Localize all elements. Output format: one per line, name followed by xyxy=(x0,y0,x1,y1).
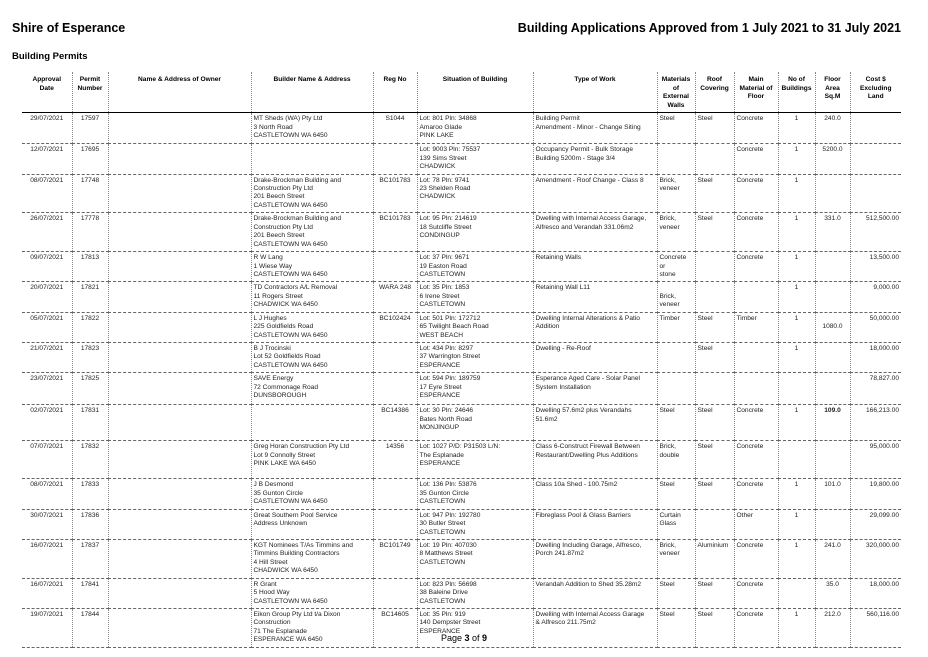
cell-no-buildings xyxy=(778,578,815,608)
cell-owner xyxy=(108,373,251,405)
cell-no-buildings: 1 xyxy=(778,282,815,312)
cell-main-material-floor: Concrete xyxy=(734,252,778,282)
cell-no-buildings: 1 xyxy=(778,509,815,539)
cell-permit-number: 17833 xyxy=(72,479,108,509)
cell-approval-date: 30/07/2021 xyxy=(30,511,64,519)
col-reg-no: Reg No xyxy=(373,72,417,113)
cell-builder: R W Lang 1 Wiese Way CASTLETOWN WA 6450 xyxy=(251,252,373,282)
col-no-buildings: No of Buildings xyxy=(778,72,815,113)
cell-reg-no: WARA 248 xyxy=(373,282,417,312)
cell-builder xyxy=(251,144,373,174)
cell-permit-number: 17836 xyxy=(72,509,108,539)
cell-builder: J B Desmond 35 Gunton Circle CASTLETOWN WA 6450 xyxy=(251,479,373,509)
cell-situation: Lot: 823 Pln: 56698 38 Baleine Drive CASTLETOWN xyxy=(417,578,533,608)
cell-reg-no: BC14386 xyxy=(373,405,417,441)
cell-materials: Brick, veneer xyxy=(657,282,695,312)
cell-type-of-work: Verandah Addition to Shed 35.28m2 xyxy=(533,578,657,608)
cell-approval-date: 09/07/2021 xyxy=(30,254,64,262)
cell-reg-no xyxy=(373,252,417,282)
cell-floor-area xyxy=(815,509,850,539)
col-roof: Roof Covering xyxy=(695,72,734,113)
table-row xyxy=(22,282,901,312)
cell-cost: 78,827.00 xyxy=(850,373,901,405)
table-row xyxy=(22,252,901,282)
cell-situation: Lot: 801 Pln: 34868 Amaroo Glade PINK LAKE xyxy=(417,113,533,144)
cell-approval-date: 05/07/2021 xyxy=(30,314,64,322)
cell-type-of-work: Class 10a Shed - 100.75m2 xyxy=(533,479,657,509)
cell-floor-area: 331.0 xyxy=(815,213,850,252)
cell-reg-no: BC101749 xyxy=(373,539,417,578)
cell-roof: Steel xyxy=(695,609,734,648)
cell-cost: 29,099.00 xyxy=(850,509,901,539)
cell-approval-date: 20/07/2021 xyxy=(30,284,64,292)
col-floor-area: Floor Area Sq.M xyxy=(815,72,850,113)
cell-no-buildings xyxy=(778,373,815,405)
cell-situation: Lot: 35 Pln: 1853 6 Irene Street CASTLETOWN xyxy=(417,282,533,312)
cell-owner xyxy=(108,174,251,213)
cell-owner xyxy=(108,479,251,509)
cell-cost: 320,000.00 xyxy=(850,539,901,578)
table-row xyxy=(22,343,901,373)
cell-situation: Lot: 501 Pln: 172712 65 Twilight Beach Road WEST BEACH xyxy=(417,312,533,342)
cell-builder: Greg Horan Construction Pty Ltd Lot 9 Connolly Street PINK LAKE WA 6450 xyxy=(251,441,373,479)
cell-permit-number: 17825 xyxy=(72,373,108,405)
cell-no-buildings: 1 xyxy=(778,174,815,213)
cell-materials: Concrete or stone xyxy=(657,252,695,282)
cell-approval-date: 21/07/2021 xyxy=(30,345,64,352)
cell-roof xyxy=(695,252,734,282)
cell-reg-no xyxy=(373,343,417,373)
page-indicator xyxy=(0,633,928,643)
cell-no-buildings: 1 xyxy=(778,213,815,252)
cell-roof: Steel xyxy=(695,441,734,479)
cell-owner xyxy=(108,144,251,174)
cell-roof: Steel xyxy=(695,174,734,213)
cell-floor-area: 109.0 xyxy=(815,405,850,441)
cell-roof xyxy=(695,373,734,405)
cell-owner xyxy=(108,282,251,312)
cell-type-of-work: Dwelling Including Garage, Alfresco, Porch 241.87m2 xyxy=(533,539,657,578)
cell-owner xyxy=(108,252,251,282)
cell-situation: Lot: 1027 P/D: P31503 L/N: The Esplanade ESPERANCE xyxy=(417,441,533,479)
cell-owner xyxy=(108,312,251,342)
cell-floor-area: 241.0 xyxy=(815,539,850,578)
cell-type-of-work: Dwelling Internal Alterations & Patio Addition xyxy=(533,312,657,342)
table-row xyxy=(22,479,901,509)
cell-owner xyxy=(108,343,251,373)
cell-permit-number: 17597 xyxy=(72,113,108,144)
cell-floor-area: 212.0 xyxy=(815,609,850,648)
cell-cost: 18,000.00 xyxy=(850,578,901,608)
cell-situation: Lot: 30 Pln: 24646 Bates North Road MONJINGUP xyxy=(417,405,533,441)
cell-situation: Lot: 594 Pln: 189759 17 Eyre Street ESPERANCE xyxy=(417,373,533,405)
cell-owner xyxy=(108,405,251,441)
cell-floor-area: 101.0 xyxy=(815,479,850,509)
cell-floor-area xyxy=(815,252,850,282)
cell-materials: Steel xyxy=(657,609,695,648)
cell-roof xyxy=(695,509,734,539)
cell-type-of-work: Retaining Wall L11 xyxy=(533,282,657,312)
cell-builder xyxy=(251,405,373,441)
cell-situation: Lot: 35 Pln: 919 140 Dempster Street ESPERANCE xyxy=(417,609,533,648)
cell-floor-area xyxy=(815,343,850,373)
cell-permit-number: 17831 xyxy=(72,405,108,441)
col-cost: Cost $ Excluding Land xyxy=(850,72,901,113)
table-row xyxy=(22,578,901,608)
cell-type-of-work: Dwelling with Internal Access Garage, Alfresco and Verandah 331.06m2 xyxy=(533,213,657,252)
cell-type-of-work: Fibreglass Pool & Glass Barriers xyxy=(533,509,657,539)
cell-builder: R Grant 5 Hood Way CASTLETOWN WA 6450 xyxy=(251,578,373,608)
cell-situation: Lot: 37 Pln: 9671 19 Easton Road CASTLETOWN xyxy=(417,252,533,282)
cell-materials xyxy=(657,144,695,174)
cell-builder: Drake-Brockman Building and Construction Pty Ltd 201 Beech Street CASTLETOWN WA 6450 xyxy=(251,213,373,252)
cell-no-buildings: 1 xyxy=(778,405,815,441)
cell-approval-date: 19/07/2021 xyxy=(30,611,64,618)
cell-builder: Eikon Group Pty Ltd t/a Dixon Construction 71 The Esplanade ESPERANCE WA 6450 xyxy=(251,609,373,648)
cell-permit-number: 17822 xyxy=(72,312,108,342)
cell-reg-no: S1044 xyxy=(373,113,417,144)
cell-builder: B J Trocinski Lot 52 Goldfields Road CASTLETOWN WA 6450 xyxy=(251,343,373,373)
cell-permit-number: 17695 xyxy=(72,144,108,174)
table-row xyxy=(22,113,901,144)
cell-floor-area xyxy=(815,282,850,312)
table-row xyxy=(22,144,901,174)
cell-permit-number: 17778 xyxy=(72,213,108,252)
cell-cost xyxy=(850,113,901,144)
cell-main-material-floor: Concrete xyxy=(734,213,778,252)
cell-approval-date: 02/07/2021 xyxy=(30,407,64,415)
cell-no-buildings: 1 xyxy=(778,479,815,509)
cell-materials: Brick, veneer xyxy=(657,539,695,578)
cell-no-buildings: 1 xyxy=(778,312,815,342)
cell-cost: 95,000.00 xyxy=(850,441,901,479)
cell-no-buildings: 1 xyxy=(778,343,815,373)
cell-situation: Lot: 947 Pln: 192780 30 Butler Street CASTLETOWN xyxy=(417,509,533,539)
cell-builder: Drake-Brockman Building and Construction Pty Ltd 201 Beech Street CASTLETOWN WA 6450 xyxy=(251,174,373,213)
col-owner: Name & Address of Owner xyxy=(108,72,251,113)
cell-situation: Lot: 78 Pln: 9741 23 Shelden Road CHADWICK xyxy=(417,174,533,213)
cell-type-of-work: Building Permit Amendment - Minor - Change Siting xyxy=(533,113,657,144)
cell-reg-no: 14356 xyxy=(373,441,417,479)
col-type-of-work: Type of Work xyxy=(533,72,657,113)
cell-main-material-floor: Concrete xyxy=(734,609,778,648)
cell-cost: 166,213.00 xyxy=(850,405,901,441)
cell-owner xyxy=(108,539,251,578)
cell-type-of-work: Amendment - Roof Change - Class 8 xyxy=(533,174,657,213)
cell-reg-no: BC101783 xyxy=(373,213,417,252)
cell-type-of-work: Dwelling 57.6m2 plus Verandahs 51.6m2 xyxy=(533,405,657,441)
cell-main-material-floor xyxy=(734,343,778,373)
cell-situation: Lot: 434 Pln: 8297 37 Warrington Street ESPERANCE xyxy=(417,343,533,373)
cell-floor-area xyxy=(815,174,850,213)
cell-type-of-work: Retaining Walls xyxy=(533,252,657,282)
cell-main-material-floor xyxy=(734,282,778,312)
cell-reg-no xyxy=(373,578,417,608)
page-label: Page xyxy=(440,633,462,643)
cell-materials: Steel xyxy=(657,405,695,441)
cell-builder: SAVE Energy 72 Commonage Road DUNSBOROUGH xyxy=(251,373,373,405)
permits-table xyxy=(22,72,901,648)
cell-materials: Steel xyxy=(657,578,695,608)
cell-approval-date: 23/07/2021 xyxy=(30,375,64,383)
cell-no-buildings xyxy=(778,441,815,479)
cell-materials: Brick, veneer xyxy=(657,213,695,252)
cell-reg-no xyxy=(373,509,417,539)
cell-materials: Brick, veneer xyxy=(657,174,695,213)
page-total: 9 xyxy=(482,633,488,643)
cell-main-material-floor: Concrete xyxy=(734,539,778,578)
col-permit-number: Permit Number xyxy=(72,72,108,113)
table-row xyxy=(22,509,901,539)
cell-floor-area: 5200.0 xyxy=(815,144,850,174)
cell-cost: 9,000.00 xyxy=(850,282,901,312)
cell-cost xyxy=(850,144,901,174)
cell-type-of-work: Dwelling - Re-Roof xyxy=(533,343,657,373)
table-row xyxy=(22,373,901,405)
cell-main-material-floor: Concrete xyxy=(734,144,778,174)
cell-approval-date: 16/07/2021 xyxy=(30,580,64,588)
table-row xyxy=(22,312,901,342)
cell-approval-date: 26/07/2021 xyxy=(30,215,64,223)
cell-no-buildings: 1 xyxy=(778,609,815,648)
cell-main-material-floor xyxy=(734,373,778,405)
cell-reg-no xyxy=(373,144,417,174)
cell-roof: Steel xyxy=(695,405,734,441)
cell-type-of-work: Dwelling with Internal Access Garage & Alfresco 211.75m2 xyxy=(533,609,657,648)
cell-main-material-floor: Concrete xyxy=(734,113,778,144)
cell-permit-number: 17832 xyxy=(72,441,108,479)
col-main-material-floor: Main Material of Floor xyxy=(734,72,778,113)
cell-situation: Lot: 136 Pln: 53876 35 Gunton Circle CASTLETOWN xyxy=(417,479,533,509)
cell-cost: 13,500.00 xyxy=(850,252,901,282)
cell-owner xyxy=(108,441,251,479)
cell-cost: 18,000.00 xyxy=(850,343,901,373)
cell-no-buildings: 1 xyxy=(778,144,815,174)
cell-reg-no: BC101783 xyxy=(373,174,417,213)
cell-floor-area: 1080.0 xyxy=(815,312,850,342)
cell-reg-no: BC14605 xyxy=(373,609,417,648)
shire-name: Shire of Esperance xyxy=(12,21,126,35)
col-materials: Materials of External Walls xyxy=(657,72,695,113)
cell-owner xyxy=(108,213,251,252)
cell-type-of-work: Class 6-Construct Firewall Between Restaurant/Dwelling Plus Additions xyxy=(533,441,657,479)
cell-cost: 50,000.00 xyxy=(850,312,901,342)
cell-owner xyxy=(108,578,251,608)
cell-builder: KGT Nominees T/As Timmins and Timmins Building Contractors 4 Hill Street CHADWICK WA 6450 xyxy=(251,539,373,578)
cell-permit-number: 17841 xyxy=(72,578,108,608)
cell-main-material-floor: Concrete xyxy=(734,578,778,608)
cell-main-material-floor: Concrete xyxy=(734,479,778,509)
cell-reg-no: BC102424 xyxy=(373,312,417,342)
page-of: of xyxy=(472,633,480,643)
cell-situation: Lot: 95 Pln: 214619 18 Sutcliffe Street CONDINGUP xyxy=(417,213,533,252)
cell-builder: TD Contractors A/L Removal 11 Rogers Street CHADWICK WA 6450 xyxy=(251,282,373,312)
cell-reg-no xyxy=(373,373,417,405)
cell-builder: Great Southern Pool Service Address Unknown xyxy=(251,509,373,539)
cell-floor-area xyxy=(815,441,850,479)
cell-approval-date: 12/07/2021 xyxy=(30,146,64,154)
cell-main-material-floor: Concrete xyxy=(734,174,778,213)
cell-reg-no xyxy=(373,479,417,509)
cell-builder: L J Hughes 225 Goldfields Road CASTLETOWN WA 6450 xyxy=(251,312,373,342)
cell-permit-number: 17823 xyxy=(72,343,108,373)
cell-cost xyxy=(850,174,901,213)
cell-approval-date: 08/07/2021 xyxy=(30,176,64,184)
cell-permit-number: 17837 xyxy=(72,539,108,578)
cell-materials xyxy=(657,343,695,373)
cell-type-of-work: Esperance Aged Care - Solar Panel System Installation xyxy=(533,373,657,405)
cell-materials: Steel xyxy=(657,113,695,144)
cell-permit-number: 17821 xyxy=(72,282,108,312)
cell-owner xyxy=(108,509,251,539)
cell-main-material-floor: Other xyxy=(734,509,778,539)
col-approval-date: Approval Date xyxy=(32,76,62,92)
cell-approval-date: 16/07/2021 xyxy=(30,541,64,549)
cell-roof: Aluminium xyxy=(695,539,734,578)
cell-roof: Steel xyxy=(695,312,734,342)
cell-materials: Curtain Glass xyxy=(657,509,695,539)
cell-cost: 560,116.00 xyxy=(850,609,901,648)
table-header-row xyxy=(22,72,901,113)
cell-materials: Steel xyxy=(657,479,695,509)
section-title: Building Permits xyxy=(12,51,88,62)
cell-floor-area: 240.0 xyxy=(815,113,850,144)
cell-cost: 19,800.00 xyxy=(850,479,901,509)
cell-main-material-floor: Concrete xyxy=(734,441,778,479)
cell-approval-date: 29/07/2021 xyxy=(30,115,64,123)
cell-permit-number: 17844 xyxy=(72,609,108,648)
cell-roof: Steel xyxy=(695,479,734,509)
cell-approval-date: 07/07/2021 xyxy=(30,443,64,451)
table-row xyxy=(22,405,901,441)
cell-materials: Timber xyxy=(657,312,695,342)
cell-floor-area xyxy=(815,373,850,405)
cell-no-buildings: 1 xyxy=(778,113,815,144)
cell-cost: 512,500.00 xyxy=(850,213,901,252)
cell-roof xyxy=(695,282,734,312)
cell-roof: Steel xyxy=(695,578,734,608)
cell-materials xyxy=(657,373,695,405)
page-current: 3 xyxy=(464,633,470,643)
cell-type-of-work: Occupancy Permit - Bulk Storage Building 5200m - Stage 3/4 xyxy=(533,144,657,174)
cell-main-material-floor: Timber xyxy=(734,312,778,342)
cell-main-material-floor: Concrete xyxy=(734,405,778,441)
cell-roof: Steel xyxy=(695,213,734,252)
cell-situation: Lot: 19 Pln: 407030 8 Matthews Street CASTLETOWN xyxy=(417,539,533,578)
col-builder: Builder Name & Address xyxy=(251,72,373,113)
table-row xyxy=(22,174,901,213)
table-row xyxy=(22,539,901,578)
cell-materials: Brick, double xyxy=(657,441,695,479)
cell-owner xyxy=(108,113,251,144)
cell-builder: MT Sheds (WA) Pty Ltd 3 North Road CASTLETOWN WA 6450 xyxy=(251,113,373,144)
report-title: Building Applications Approved from 1 July 2021 to 31 July 2021 xyxy=(517,21,901,35)
table-row xyxy=(22,213,901,252)
cell-situation: Lot: 9003 Pln: 75537 139 Sims Street CHADWICK xyxy=(417,144,533,174)
cell-no-buildings: 1 xyxy=(778,539,815,578)
table-row xyxy=(22,441,901,479)
cell-roof xyxy=(695,144,734,174)
cell-roof: Steel xyxy=(695,343,734,373)
cell-floor-area: 35.0 xyxy=(815,578,850,608)
cell-permit-number: 17748 xyxy=(72,174,108,213)
cell-approval-date: 08/07/2021 xyxy=(30,481,64,489)
cell-no-buildings: 1 xyxy=(778,252,815,282)
cell-permit-number: 17813 xyxy=(72,252,108,282)
col-situation: Situation of Building xyxy=(417,72,533,113)
cell-roof: Steel xyxy=(695,113,734,144)
